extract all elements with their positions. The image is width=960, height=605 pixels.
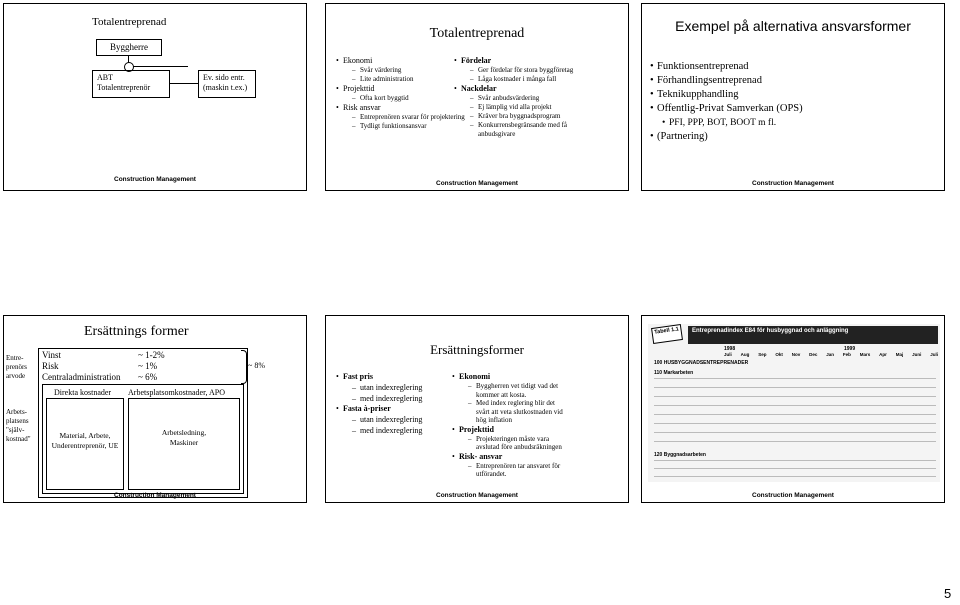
slide-title: Ersättningsformer [430, 342, 524, 357]
cost-row: Centraladministration ~ 6% [42, 372, 158, 382]
table-rows [654, 460, 936, 482]
bullet-item: • Risk- ansvar – Entreprenören tar ansvaret för utförandet. [452, 452, 570, 479]
slide-title: Ersättnings former [84, 324, 189, 339]
slide-footer: Construction Management [752, 492, 834, 499]
bullet-item: • Risk ansvar – Entreprenören svarar för projektering – Tydligt funktionsansvar [336, 103, 466, 131]
sub-item: – Låga kostnader i många fall [470, 75, 574, 84]
page-number: 5 [944, 586, 952, 601]
bullet-item: • (Partnering) [650, 130, 940, 144]
table-row [654, 432, 936, 433]
total-percent: ~ 8% [248, 361, 265, 370]
bullet-item: • Offentlig-Privat Samverkan (OPS) [650, 102, 940, 116]
bullet-item: • Teknikupphandling [650, 88, 940, 102]
side-label-sjalvkostnad: Arbets- platsens "själv- kostnad" [6, 408, 31, 443]
sub-item: – Svår värdering [352, 66, 466, 75]
org-box-byggherre: Byggherre [96, 39, 162, 56]
slide-4 [3, 315, 307, 503]
direct-costs-label: Direkta kostnader [54, 388, 112, 397]
sub-item: – Byggherren vet tidigt vad det kommer att kosta. [468, 382, 570, 399]
year-1999: 1999 [844, 346, 856, 352]
sub-item: – Entreprenören svarar för projektering [352, 113, 466, 122]
org-box-sidoentreprenor: Ev. sido entr. (maskin t.ex.) [198, 70, 256, 98]
table-rows [654, 378, 936, 448]
slide-footer: Construction Management [752, 180, 834, 187]
table-row [654, 476, 936, 477]
arbetsledning-label: Arbetsledning, Maskiner [161, 428, 207, 447]
material-label: Material, Arbete, Underentreprenör, UE [51, 431, 119, 450]
table-row [654, 378, 936, 379]
bullet-item: • Funktionsentreprenad [650, 60, 940, 74]
sub-item: – Ej lämplig vid alla projekt [470, 103, 574, 112]
sub-item: – Tydligt funktionsansvar [352, 122, 466, 131]
sub-item: – Kräver bra byggnadsprogram [470, 112, 574, 121]
bullet-item: • Projekttid – Projekteringen måste vara avslutad före anbudsräkningen [452, 425, 570, 452]
table-row [654, 387, 936, 388]
table-row [654, 405, 936, 406]
sub-item: – Svår anbudsvärdering [470, 94, 574, 103]
apo-label: Arbetsplatsomkostnader, APO [128, 388, 226, 397]
table-row [654, 396, 936, 397]
month-header-row: Juli Aug Sep Okt Nov Dec Jan Feb Mars Apr Maj Juni Juli [724, 352, 938, 357]
slide-6 [641, 315, 945, 503]
org-box-totalentreprenor: ABT Totalentreprenör [92, 70, 170, 98]
bullet-column-right [454, 56, 574, 139]
bullet-column-right [452, 372, 570, 479]
sub-item: – utan indexreglering [352, 382, 446, 393]
sub-item: – med indexreglering [352, 425, 446, 436]
sub-item: – Lite administration [352, 75, 466, 84]
slide-2 [325, 3, 629, 191]
slide-footer: Construction Management [436, 492, 518, 499]
table-row [654, 423, 936, 424]
table-header-bar: Entreprenadindex E84 för husbyggnad och anläggning [688, 326, 938, 344]
sub-item: – Ofta kort byggtid [352, 94, 466, 103]
slide-footer: Construction Management [436, 180, 518, 187]
slide-title: Totalentreprenad [92, 16, 167, 28]
section-label: 100 HUSBYGGNADSENTREPRENADER [654, 360, 749, 366]
sub-item: – Ger fördelar för stora byggföretag [470, 66, 574, 75]
slide-title: Totalentreprenad [429, 26, 525, 41]
slide-title: Exempel på alternativa ansvarsformer [675, 18, 911, 34]
cost-rows [42, 350, 222, 383]
connector-line [128, 66, 188, 67]
section-label: 110 Markarbeten [654, 370, 694, 376]
bullet-item: • Fast pris – utan indexreglering – med indexreglering [336, 372, 446, 404]
bullet-list [650, 60, 940, 144]
sub-item: – med indexreglering [352, 393, 446, 404]
slide-footer: Construction Management [114, 492, 196, 499]
bullet-item: • Ekonomi – Svår värdering – Lite administration [336, 56, 466, 84]
cost-row: Risk ~ 1% [42, 361, 158, 371]
slide-1 [3, 3, 307, 191]
table-row [654, 468, 936, 469]
section-label: 120 Byggnadsarbeten [654, 452, 706, 458]
connector-line [170, 83, 198, 84]
slide-5 [325, 315, 629, 503]
table-row [654, 441, 936, 442]
bullet-item: • Ekonomi – Byggherren vet tidigt vad det kommer att kosta. – Med index reglering blir det svårt att veta slutkostnaden vid hög inflation [452, 372, 570, 425]
tabell-badge: Tabell 1.1 [651, 324, 683, 344]
bullet-item: • Fördelar – Ger fördelar för stora byggföretag – Låga kostnader i många fall [454, 56, 574, 84]
bullet-item: • Fasta à-priser – utan indexreglering – med indexreglering [336, 404, 446, 436]
index-table [648, 324, 940, 482]
sub-item: – Konkurrensbegränsande med få anbudsgivare [470, 121, 574, 139]
sub-item: – Med index reglering blir det svårt att veta slutkostnaden vid hög inflation [468, 399, 570, 425]
bullet-item: • Projekttid – Ofta kort byggtid [336, 84, 466, 103]
bullet-column-left [336, 56, 466, 131]
bullet-item: • Nackdelar – Svår anbudsvärdering – Ej lämplig vid alla projekt – Kräver bra byggnadsprogram – Konkurrensbegränsande med få anbudsgivare [454, 84, 574, 139]
slide-3 [641, 3, 945, 191]
year-1998: 1998 [724, 346, 736, 352]
bullet-column-left [336, 372, 446, 436]
table-row [654, 460, 936, 461]
sub-item: – Projekteringen måste vara avslutad före anbudsräkningen [468, 435, 570, 452]
side-label-arvode: Entre- prenörs arvode [6, 354, 27, 380]
sub-bullet-item: • PFI, PPP, BOT, BOOT m fl. [662, 116, 940, 130]
brace [241, 350, 247, 384]
cost-row: Vinst ~ 1-2% [42, 350, 165, 360]
bullet-item: • Förhandlingsentreprenad [650, 74, 940, 88]
sub-item: – Entreprenören tar ansvaret för utförandet. [468, 462, 570, 479]
table-row [654, 414, 936, 415]
slide-1-footer: Construction Management [114, 176, 196, 183]
sub-item: – utan indexreglering [352, 414, 446, 425]
